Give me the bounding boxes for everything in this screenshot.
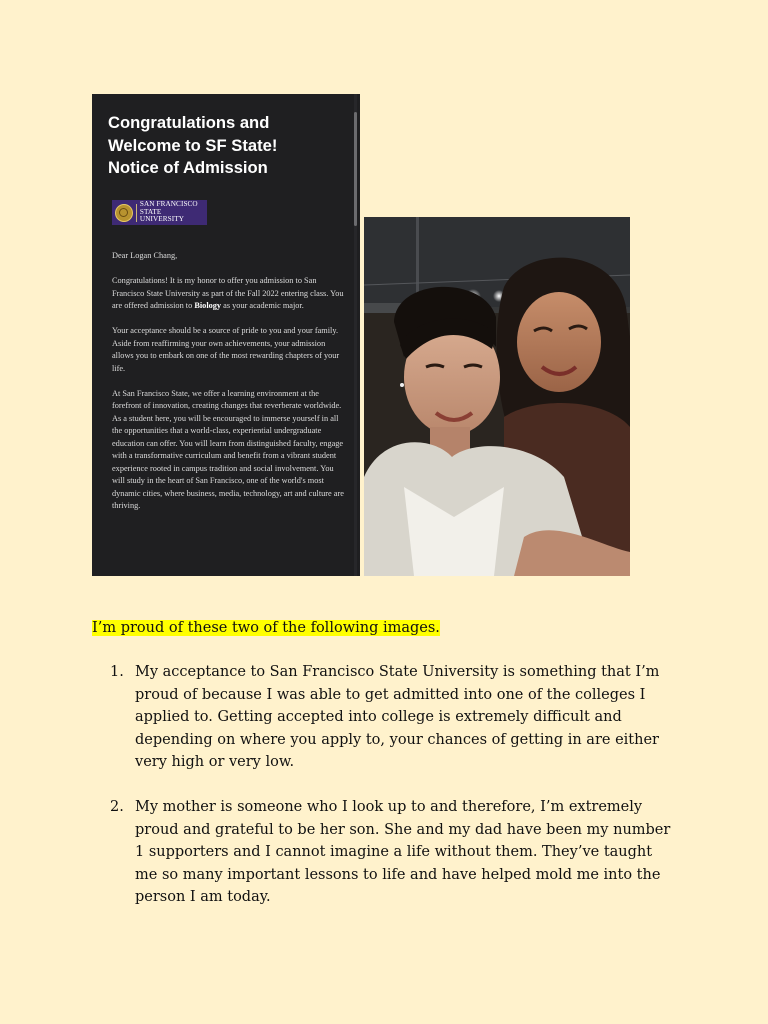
list-item	[92, 661, 672, 774]
letter-paragraph-1	[112, 275, 344, 313]
woman-face	[517, 292, 601, 392]
letter-body	[112, 250, 344, 525]
logo-wordmark	[140, 201, 207, 224]
light-pole	[416, 217, 419, 297]
letter-title-line3: Notice of Admission	[108, 158, 268, 177]
letter-title	[108, 112, 340, 180]
admission-letter-screenshot	[92, 94, 360, 576]
logo-line2: STATE UNIVERSITY	[139, 207, 185, 224]
list-item	[92, 796, 672, 909]
list-item-text: My acceptance to San Francisco State University is something that I’m proud of because I was able to get admitted into one of the colleges I applied to. Getting accepted into college is extremely difficult and depending on where you apply to, your chances of getting in are either very high or very low.	[135, 664, 660, 770]
logo-line1: SAN FRANCISCO	[139, 200, 198, 209]
list-item-text: My mother is someone who I look up to and therefore, I’m extremely proud and grateful to be her son. She and my dad have been my number 1 supporters and I cannot imagine a life without them. They’ve taught me so many important lessons to life and have helped mold me into the person I am today.	[135, 799, 671, 905]
letter-paragraph-1-end: as your academic major.	[221, 301, 304, 310]
letter-paragraph-2: Your acceptance should be a source of pride to you and your family. Aside from reaffirming your own achievements, your admission allows you to embark on one of the most rewarding chapters of your life.	[112, 326, 340, 373]
intro-sentence	[92, 617, 440, 639]
letter-title-line1: Congratulations and	[108, 113, 270, 132]
letter-paragraph-1-start: Congratulations! It is my honor to offer you admission to San Francisco State University as part of the Fall 2022 entering class. You are offered admission to	[112, 276, 344, 310]
intro-highlight: I’m proud of these two of the following images.	[92, 620, 440, 636]
list-item-number: 2.	[110, 799, 124, 815]
selfie-illustration	[364, 217, 630, 576]
university-seal-icon	[115, 204, 133, 222]
selfie-photo	[364, 217, 630, 576]
reasons-list	[92, 661, 672, 931]
logo-divider	[136, 204, 137, 222]
list-item-number: 1.	[110, 664, 124, 680]
scrollbar-thumb	[354, 112, 357, 226]
letter-salutation: Dear Logan Chang,	[112, 251, 178, 260]
letter-paragraph-3: At San Francisco State, we offer a learning environment at the forefront of innovation, creating changes that reverberate worldwide. As a student here, you will be encouraged to immerse yourself in all the opportunities that a world-class, experiential undergraduate education can offer. You will learn from distinguished faculty, engage with a transformative curriculum and benefit from a vibrant student experience rooted in campus tradition and social involvement. You will study in the heart of San Francisco, one of the world's most dynamic cities, where business, media, technology, art and culture are thriving.	[112, 388, 344, 510]
university-logo	[112, 200, 207, 225]
letter-major: Biology	[194, 301, 222, 310]
letter-title-line2: Welcome to SF State!	[108, 135, 278, 155]
